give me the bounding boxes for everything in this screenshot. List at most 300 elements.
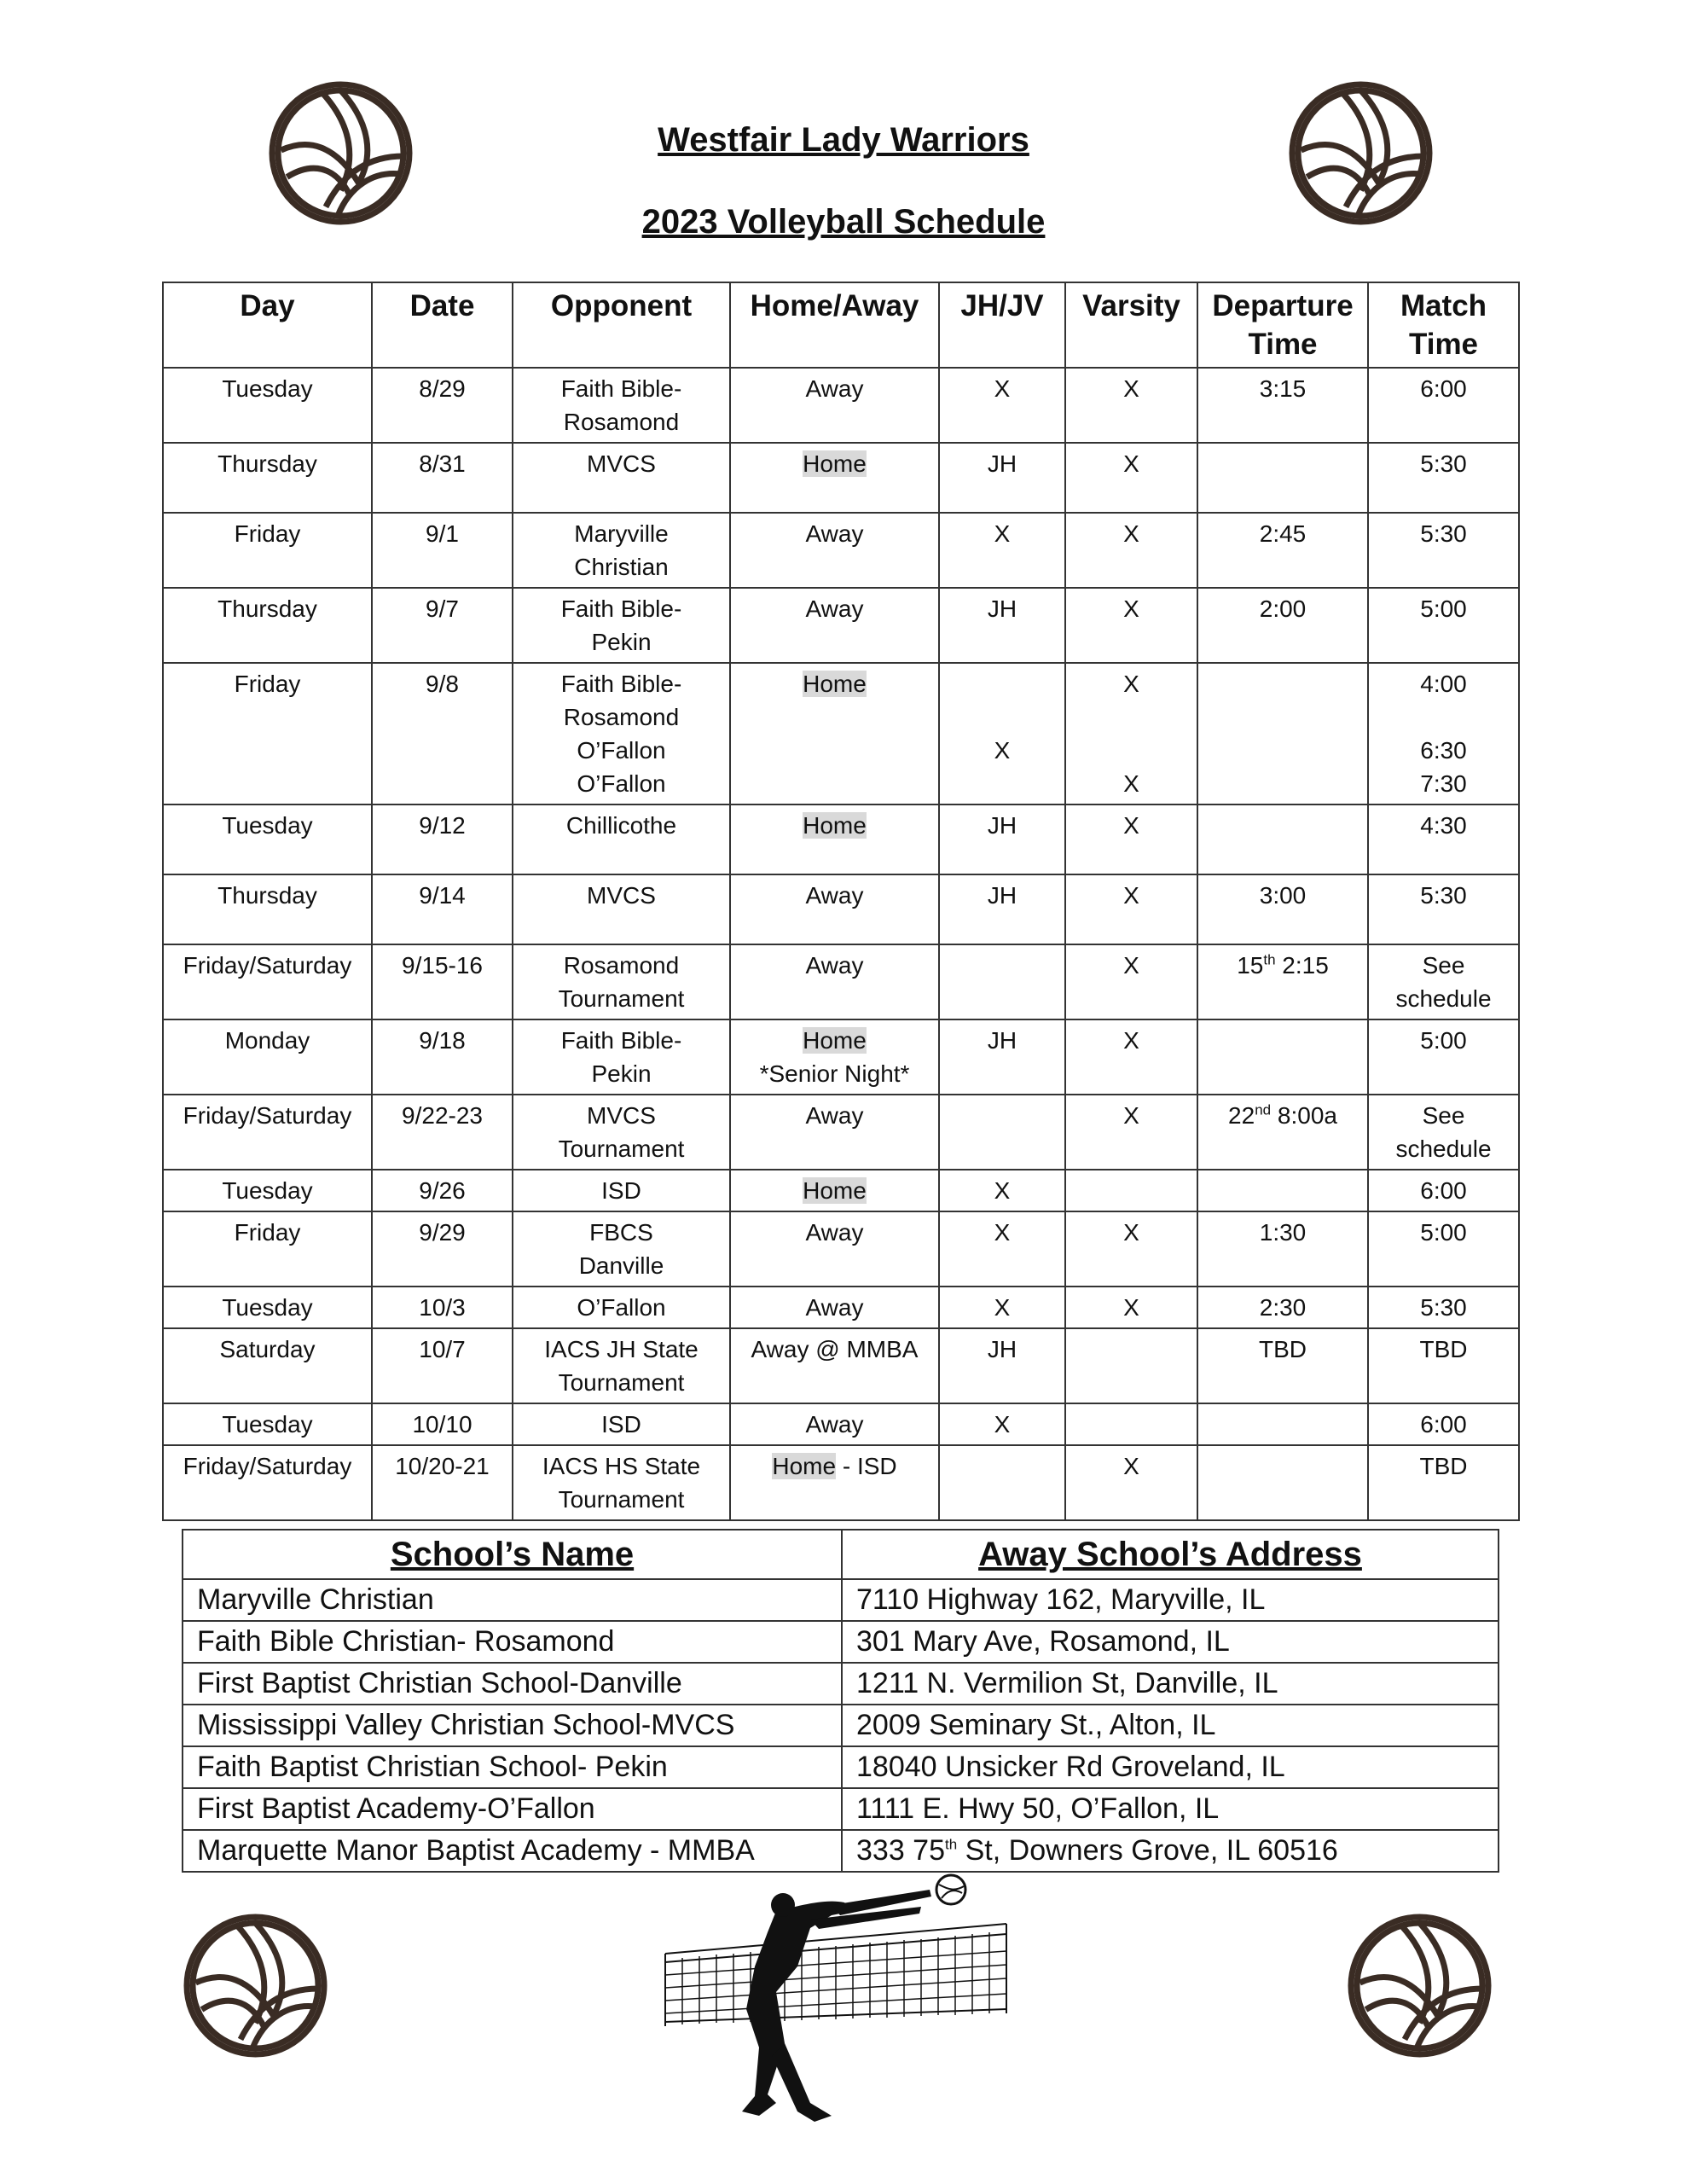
schedule-row: [163, 1170, 1519, 1211]
cell-varsity: [1065, 663, 1197, 804]
address-header-row: [183, 1530, 1499, 1579]
cell-home-away: [730, 1170, 939, 1211]
varsity-line: X: [1123, 520, 1139, 547]
address-text: 301 Mary Ave, Rosamond, IL: [856, 1625, 1230, 1658]
cell-match-time: [1368, 1328, 1519, 1403]
header-varsity: Varsity: [1065, 282, 1197, 368]
cell-home-away: [730, 368, 939, 443]
varsity-line: X: [1123, 1027, 1139, 1054]
schedule-row: [163, 513, 1519, 588]
cell-match-time: [1368, 1170, 1519, 1211]
address-row: [183, 1621, 1499, 1663]
address-ordinal: th: [945, 1836, 958, 1853]
cell-varsity: [1065, 513, 1197, 588]
jh-jv-line: JH: [987, 1336, 1017, 1362]
volleyball-icon: [1345, 1911, 1494, 2060]
match-line: 4:30: [1420, 812, 1467, 839]
jh-jv-line: X: [994, 375, 1011, 402]
header-school-name: School’s Name: [183, 1530, 842, 1579]
cell-departure-time: [1197, 1170, 1368, 1211]
match-line: 5:30: [1420, 450, 1467, 477]
departure-time-rest: 8:00a: [1271, 1102, 1337, 1129]
varsity-line: X: [1123, 770, 1139, 797]
home-away-line: Home: [803, 812, 867, 839]
match-line: 5:00: [1420, 1027, 1467, 1054]
cell-jh-jv: [939, 513, 1065, 588]
match-line: schedule: [1395, 1136, 1492, 1162]
opponent-line: Rosamond: [563, 704, 680, 730]
jh-jv-line: X: [994, 1219, 1011, 1246]
cell-day: Tuesday: [163, 1170, 372, 1211]
opponent-line: IACS JH State: [544, 1336, 699, 1362]
cell-departure-time: [1197, 1328, 1368, 1403]
match-line: TBD: [1419, 1453, 1468, 1479]
departure-value: 3:00: [1259, 882, 1307, 909]
match-line: 6:00: [1420, 1411, 1467, 1438]
cell-jh-jv: [939, 1095, 1065, 1170]
varsity-line: X: [1123, 1294, 1139, 1321]
jh-jv-line: JH: [987, 450, 1017, 477]
cell-jh-jv: [939, 1328, 1065, 1403]
cell-day: Friday: [163, 1211, 372, 1287]
cell-day: Friday: [163, 663, 372, 804]
cell-jh-jv: [939, 443, 1065, 513]
varsity-line: X: [1123, 1453, 1139, 1479]
schedule-table: [162, 282, 1520, 1521]
cell-school-address: [842, 1830, 1499, 1872]
varsity-line: X: [1123, 375, 1139, 402]
cell-jh-jv: [939, 663, 1065, 804]
cell-match-time: [1368, 443, 1519, 513]
cell-match-time: [1368, 513, 1519, 588]
cell-day: Friday: [163, 513, 372, 588]
opponent-line: Tournament: [558, 985, 685, 1012]
cell-varsity: [1065, 1019, 1197, 1095]
departure-value: 2:30: [1259, 1294, 1307, 1321]
schedule-row: [163, 1403, 1519, 1445]
jh-jv-line: JH: [987, 1027, 1017, 1054]
opponent-line: Faith Bible-: [560, 1027, 682, 1054]
cell-varsity: [1065, 588, 1197, 663]
home-away-line: Away: [805, 595, 864, 622]
home-away-line: Away: [805, 1102, 864, 1129]
address-row: [183, 1788, 1499, 1830]
match-line: 6:30: [1420, 737, 1467, 764]
home-away-suffix: - ISD: [836, 1453, 897, 1479]
cell-day: Thursday: [163, 443, 372, 513]
cell-home-away: [730, 1403, 939, 1445]
opponent-line: IACS HS State: [542, 1453, 701, 1479]
varsity-line: X: [1123, 1219, 1139, 1246]
schedule-row: [163, 1287, 1519, 1328]
cell-opponent: [513, 804, 730, 874]
opponent-line: MVCS: [587, 450, 656, 477]
cell-day: Saturday: [163, 1328, 372, 1403]
cell-home-away: [730, 1445, 939, 1520]
cell-opponent: [513, 874, 730, 944]
volleyball-player-icon: [648, 1873, 1015, 2129]
cell-day: Tuesday: [163, 804, 372, 874]
cell-varsity: [1065, 944, 1197, 1019]
schedule-row: [163, 874, 1519, 944]
cell-opponent: [513, 1403, 730, 1445]
opponent-line: FBCS: [589, 1219, 653, 1246]
home-away-line: Away: [805, 375, 864, 402]
opponent-line: Tournament: [558, 1486, 685, 1513]
cell-home-away: [730, 1328, 939, 1403]
cell-school-address: [842, 1705, 1499, 1746]
jh-jv-line: X: [994, 737, 1011, 764]
cell-opponent: [513, 1211, 730, 1287]
cell-date: 9/14: [372, 874, 513, 944]
address-text: 18040 Unsicker Rd Groveland, IL: [856, 1751, 1285, 1783]
schedule-row: [163, 804, 1519, 874]
header-day: Day: [163, 282, 372, 368]
cell-day: Thursday: [163, 588, 372, 663]
schedule-row: [163, 1095, 1519, 1170]
cell-home-away: [730, 874, 939, 944]
cell-day: Friday/Saturday: [163, 1445, 372, 1520]
address-row: [183, 1830, 1499, 1872]
volleyball-icon: [1286, 78, 1435, 228]
cell-opponent: [513, 944, 730, 1019]
header-opponent: Opponent: [513, 282, 730, 368]
cell-opponent: [513, 368, 730, 443]
header-school-address: Away School’s Address: [842, 1530, 1499, 1579]
home-away-line: Home: [803, 671, 867, 697]
departure-value: 2:00: [1259, 595, 1307, 622]
cell-day: Tuesday: [163, 368, 372, 443]
cell-school-address: [842, 1663, 1499, 1705]
opponent-line: ISD: [601, 1411, 641, 1438]
cell-school-address: [842, 1621, 1499, 1663]
cell-varsity: [1065, 1170, 1197, 1211]
cell-school-address: [842, 1788, 1499, 1830]
cell-departure-time: [1197, 944, 1368, 1019]
cell-date: 9/29: [372, 1211, 513, 1287]
match-line: 4:00: [1420, 671, 1467, 697]
cell-school-name: Marquette Manor Baptist Academy - MMBA: [183, 1830, 842, 1872]
cell-date: 8/29: [372, 368, 513, 443]
home-away-line: Home: [803, 1027, 867, 1054]
address-row: [183, 1663, 1499, 1705]
cell-date: 10/10: [372, 1403, 513, 1445]
home-away-line: Away: [805, 882, 864, 909]
schedule-row: [163, 588, 1519, 663]
cell-school-name: Faith Baptist Christian School- Pekin: [183, 1746, 842, 1788]
match-line: schedule: [1395, 985, 1492, 1012]
cell-home-away: [730, 443, 939, 513]
jh-jv-line: X: [994, 520, 1011, 547]
cell-school-address: [842, 1579, 1499, 1621]
match-line: 6:00: [1420, 1177, 1467, 1204]
cell-varsity: [1065, 1287, 1197, 1328]
opponent-line: Pekin: [591, 629, 652, 655]
departure-value: TBD: [1259, 1336, 1307, 1362]
address-row: [183, 1579, 1499, 1621]
opponent-line: Tournament: [558, 1369, 685, 1396]
cell-date: 10/20-21: [372, 1445, 513, 1520]
cell-varsity: [1065, 368, 1197, 443]
cell-opponent: [513, 1170, 730, 1211]
cell-match-time: [1368, 1211, 1519, 1287]
cell-opponent: [513, 513, 730, 588]
cell-date: 10/3: [372, 1287, 513, 1328]
home-away-line: Away: [805, 520, 864, 547]
cell-varsity: [1065, 1095, 1197, 1170]
cell-day: Friday/Saturday: [163, 1095, 372, 1170]
cell-school-name: Mississippi Valley Christian School-MVCS: [183, 1705, 842, 1746]
jh-jv-line: X: [994, 1411, 1011, 1438]
cell-day: Thursday: [163, 874, 372, 944]
schedule-row: [163, 1211, 1519, 1287]
cell-date: 9/7: [372, 588, 513, 663]
cell-date: 9/15-16: [372, 944, 513, 1019]
jh-jv-line: JH: [987, 812, 1017, 839]
cell-departure-time: [1197, 443, 1368, 513]
cell-date: 9/26: [372, 1170, 513, 1211]
cell-departure-time: [1197, 513, 1368, 588]
opponent-line: ISD: [601, 1177, 641, 1204]
match-line: 5:30: [1420, 1294, 1467, 1321]
varsity-line: X: [1123, 1102, 1139, 1129]
opponent-line: Faith Bible-: [560, 671, 682, 697]
schedule-row: [163, 944, 1519, 1019]
cell-school-address: [842, 1746, 1499, 1788]
cell-departure-time: [1197, 1095, 1368, 1170]
cell-match-time: [1368, 588, 1519, 663]
departure-value: 15: [1237, 952, 1264, 979]
address-row: [183, 1705, 1499, 1746]
cell-match-time: [1368, 368, 1519, 443]
jh-jv-line: JH: [987, 882, 1017, 909]
varsity-line: X: [1123, 882, 1139, 909]
home-away-line: Home: [803, 1177, 867, 1204]
header-jh-jv: JH/JV: [939, 282, 1065, 368]
cell-varsity: [1065, 443, 1197, 513]
header-date: Date: [372, 282, 513, 368]
match-line: 5:30: [1420, 520, 1467, 547]
match-line: 5:00: [1420, 595, 1467, 622]
home-away-line: Away: [805, 1411, 864, 1438]
jh-jv-line: X: [994, 1294, 1011, 1321]
cell-departure-time: [1197, 588, 1368, 663]
home-away-line: Home: [772, 1453, 837, 1479]
volleyball-icon: [266, 78, 415, 228]
schedule-body: [163, 368, 1519, 1520]
jh-jv-line: JH: [987, 595, 1017, 622]
cell-varsity: [1065, 1211, 1197, 1287]
cell-home-away: [730, 1211, 939, 1287]
schedule-row: [163, 1328, 1519, 1403]
cell-varsity: [1065, 804, 1197, 874]
cell-day: Tuesday: [163, 1287, 372, 1328]
schedule-row: [163, 663, 1519, 804]
varsity-line: X: [1123, 671, 1139, 697]
cell-opponent: [513, 1328, 730, 1403]
cell-opponent: [513, 588, 730, 663]
cell-school-name: Maryville Christian: [183, 1579, 842, 1621]
cell-departure-time: [1197, 1019, 1368, 1095]
cell-departure-time: [1197, 1403, 1368, 1445]
cell-departure-time: [1197, 804, 1368, 874]
address-text: 7110 Highway 162, Maryville, IL: [856, 1583, 1266, 1616]
cell-date: 9/1: [372, 513, 513, 588]
opponent-line: Maryville: [574, 520, 669, 547]
home-away-line: *Senior Night*: [759, 1060, 910, 1087]
cell-jh-jv: [939, 588, 1065, 663]
cell-home-away: [730, 1287, 939, 1328]
address-text-rest: St, Downers Grove, IL 60516: [957, 1834, 1338, 1867]
varsity-line: X: [1123, 595, 1139, 622]
cell-home-away: [730, 588, 939, 663]
match-line: TBD: [1419, 1336, 1468, 1362]
cell-match-time: [1368, 663, 1519, 804]
varsity-line: X: [1123, 952, 1139, 979]
opponent-line: Chillicothe: [565, 812, 677, 839]
opponent-line: O’Fallon: [577, 770, 666, 797]
departure-value: 3:15: [1259, 375, 1307, 402]
cell-date: 8/31: [372, 443, 513, 513]
address-text: 1211 N. Vermilion St, Danville, IL: [856, 1667, 1278, 1699]
opponent-line: Faith Bible-: [560, 595, 682, 622]
match-line: 5:00: [1420, 1219, 1467, 1246]
cell-varsity: [1065, 1403, 1197, 1445]
cell-day: Monday: [163, 1019, 372, 1095]
cell-departure-time: [1197, 368, 1368, 443]
opponent-line: Danville: [578, 1252, 664, 1279]
schedule-row: [163, 368, 1519, 443]
cell-opponent: [513, 1095, 730, 1170]
cell-date: 9/12: [372, 804, 513, 874]
home-away-line: Home: [803, 450, 867, 477]
address-body: [183, 1579, 1499, 1872]
cell-match-time: [1368, 1019, 1519, 1095]
cell-match-time: [1368, 1403, 1519, 1445]
cell-match-time: [1368, 1287, 1519, 1328]
cell-opponent: [513, 1287, 730, 1328]
departure-value: 2:45: [1259, 520, 1307, 547]
cell-jh-jv: [939, 1287, 1065, 1328]
cell-match-time: [1368, 804, 1519, 874]
opponent-line: Rosamond: [563, 952, 680, 979]
home-away-line: Away: [805, 1219, 864, 1246]
header-match-time: Match Time: [1368, 282, 1519, 368]
cell-day: Tuesday: [163, 1403, 372, 1445]
header-departure-time: Departure Time: [1197, 282, 1368, 368]
page-subtitle: 2023 Volleyball Schedule: [641, 203, 1046, 241]
jh-jv-line: X: [994, 1177, 1011, 1204]
cell-varsity: [1065, 1445, 1197, 1520]
cell-jh-jv: [939, 874, 1065, 944]
departure-ordinal: nd: [1255, 1101, 1272, 1118]
cell-opponent: [513, 443, 730, 513]
cell-departure-time: [1197, 1211, 1368, 1287]
cell-departure-time: [1197, 874, 1368, 944]
departure-time-rest: 2:15: [1275, 952, 1329, 979]
cell-home-away: [730, 804, 939, 874]
opponent-line: Tournament: [558, 1136, 685, 1162]
departure-value: 1:30: [1259, 1219, 1307, 1246]
cell-jh-jv: [939, 1403, 1065, 1445]
match-line: See: [1422, 1102, 1465, 1129]
schedule-row: [163, 1019, 1519, 1095]
cell-home-away: [730, 663, 939, 804]
cell-home-away: [730, 1095, 939, 1170]
cell-date: 9/18: [372, 1019, 513, 1095]
varsity-line: X: [1123, 450, 1139, 477]
address-text: 1111 E. Hwy 50, O’Fallon, IL: [856, 1792, 1220, 1825]
cell-opponent: [513, 663, 730, 804]
cell-opponent: [513, 1445, 730, 1520]
page-title: Westfair Lady Warriors: [658, 121, 1029, 159]
match-line: See: [1422, 952, 1465, 979]
cell-jh-jv: [939, 368, 1065, 443]
cell-school-name: First Baptist Christian School-Danville: [183, 1663, 842, 1705]
cell-match-time: [1368, 874, 1519, 944]
schedule-header-row: [163, 282, 1519, 368]
match-line: 6:00: [1420, 375, 1467, 402]
cell-jh-jv: [939, 804, 1065, 874]
cell-day: Friday/Saturday: [163, 944, 372, 1019]
opponent-line: Pekin: [591, 1060, 652, 1087]
match-line: 7:30: [1420, 770, 1467, 797]
schedule-row: [163, 1445, 1519, 1520]
opponent-line: O’Fallon: [577, 1294, 666, 1321]
address-text: 333 75: [856, 1834, 945, 1867]
opponent-line: O’Fallon: [577, 737, 666, 764]
header-home-away: Home/Away: [730, 282, 939, 368]
opponent-line: MVCS: [587, 1102, 656, 1129]
home-away-line: Away: [805, 952, 864, 979]
cell-varsity: [1065, 1328, 1197, 1403]
cell-departure-time: [1197, 1287, 1368, 1328]
cell-match-time: [1368, 1095, 1519, 1170]
address-table: [182, 1529, 1499, 1873]
cell-departure-time: [1197, 1445, 1368, 1520]
cell-home-away: [730, 1019, 939, 1095]
cell-jh-jv: [939, 1019, 1065, 1095]
cell-jh-jv: [939, 1211, 1065, 1287]
cell-school-name: First Baptist Academy-O’Fallon: [183, 1788, 842, 1830]
address-row: [183, 1746, 1499, 1788]
cell-school-name: Faith Bible Christian- Rosamond: [183, 1621, 842, 1663]
cell-home-away: [730, 944, 939, 1019]
cell-date: 9/22-23: [372, 1095, 513, 1170]
volleyball-icon: [181, 1911, 330, 2060]
varsity-line: X: [1123, 812, 1139, 839]
cell-jh-jv: [939, 1445, 1065, 1520]
home-away-line: Away: [805, 1294, 864, 1321]
departure-value: 22: [1228, 1102, 1255, 1129]
departure-ordinal: th: [1263, 951, 1276, 968]
opponent-line: MVCS: [587, 882, 656, 909]
cell-opponent: [513, 1019, 730, 1095]
opponent-line: Rosamond: [563, 409, 680, 435]
home-away-line: Away @ MMBA: [751, 1336, 919, 1362]
cell-home-away: [730, 513, 939, 588]
cell-jh-jv: [939, 944, 1065, 1019]
cell-varsity: [1065, 874, 1197, 944]
cell-match-time: [1368, 1445, 1519, 1520]
cell-departure-time: [1197, 663, 1368, 804]
opponent-line: Christian: [574, 554, 669, 580]
address-text: 2009 Seminary St., Alton, IL: [856, 1709, 1216, 1741]
cell-date: 10/7: [372, 1328, 513, 1403]
cell-date: 9/8: [372, 663, 513, 804]
schedule-row: [163, 443, 1519, 513]
cell-jh-jv: [939, 1170, 1065, 1211]
